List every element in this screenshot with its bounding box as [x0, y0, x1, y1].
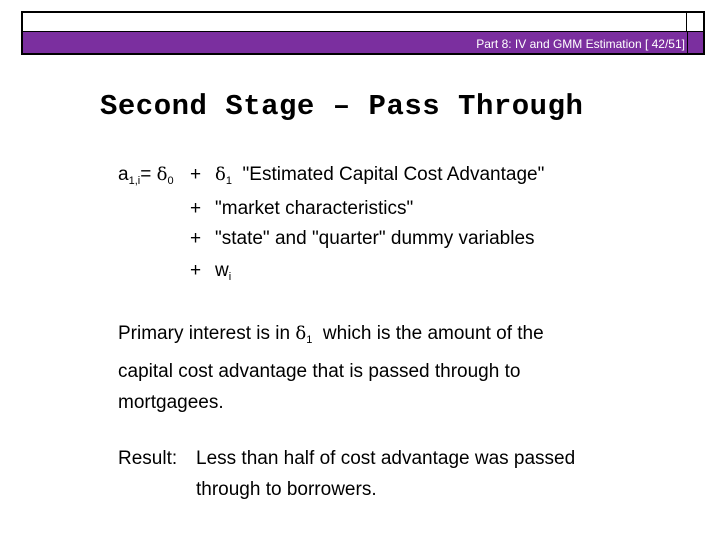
paragraph-line-2: capital cost advantage that is passed through to	[118, 361, 521, 382]
equation-term-4-wrap	[215, 256, 231, 292]
lhs-subscript: 1,i	[128, 175, 141, 187]
plus-sign-1: +	[190, 164, 202, 185]
equation-term-1-wrap	[215, 160, 544, 196]
paragraph-line-1-after: which is the amount of the	[322, 323, 544, 344]
lhs-variable: a	[118, 164, 129, 185]
header-box	[21, 11, 705, 55]
equation-line-1	[118, 160, 545, 190]
header-top-strip	[23, 13, 687, 32]
paragraph-line-1	[118, 318, 544, 356]
delta-symbol-1: δ	[215, 164, 226, 185]
equation-term-3: "state" and "quarter" dummy variables	[215, 228, 535, 249]
result-text-1: Less than half of cost advantage was passed	[196, 448, 576, 469]
paragraph-delta-subscript: 1	[306, 334, 313, 346]
error-subscript: i	[228, 271, 232, 283]
result-label: Result:	[118, 448, 178, 469]
delta-symbol-2: δ	[295, 323, 307, 344]
plus-sign-4: +	[190, 260, 202, 281]
paragraph-line-3: mortgagees.	[118, 392, 224, 413]
delta-symbol-0: δ	[156, 164, 168, 185]
header-text: Part 8: IV and GMM Estimation [ 42/51]	[476, 37, 685, 51]
result-line-2: through to borrowers.	[196, 479, 377, 500]
result-block	[118, 443, 575, 505]
result-line-1	[118, 443, 575, 474]
slide-title: Second Stage – Pass Through	[100, 90, 584, 123]
header-marker	[687, 32, 703, 53]
paragraph-line-1-before: Primary interest is in	[118, 323, 291, 344]
plus-sign-3: +	[190, 228, 202, 249]
interest-paragraph	[118, 318, 544, 418]
equation-term-2: "market characteristics"	[215, 198, 414, 219]
delta-0-subscript: 0	[167, 175, 174, 187]
error-variable: w	[215, 260, 229, 281]
header-corner-box	[686, 13, 703, 32]
header-bar	[23, 32, 703, 53]
delta-1-subscript: 1	[225, 175, 232, 187]
equation-lhs	[118, 164, 174, 185]
plus-sign-2: +	[190, 198, 202, 219]
equation-term-1: "Estimated Capital Cost Advantage"	[242, 164, 545, 185]
equals-sign: =	[140, 164, 152, 185]
